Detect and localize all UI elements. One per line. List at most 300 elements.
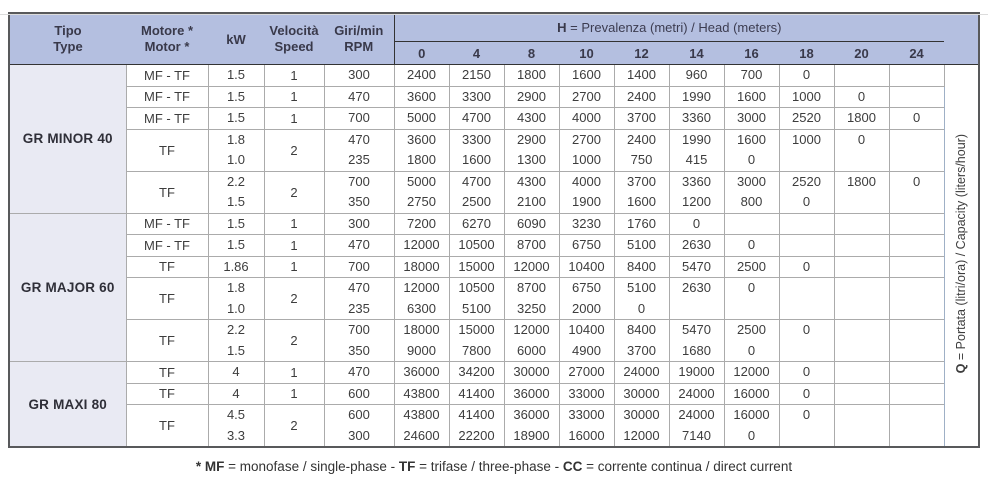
capacity-cell <box>559 129 614 171</box>
cell-line: 10400 <box>568 322 605 337</box>
head-value-14: 14 <box>669 42 724 65</box>
cell-line: 1.5 <box>226 88 246 104</box>
capacity-cell <box>504 213 559 235</box>
cell-line <box>890 214 944 235</box>
cell-line: 1600 <box>737 88 766 104</box>
capacity-cell <box>504 108 559 130</box>
cell-line: 3250 <box>517 300 546 316</box>
speed-cell: 2 <box>264 405 324 448</box>
capacity-cell <box>724 235 779 257</box>
footnote-abbr: CC <box>562 459 583 474</box>
capacity-cell <box>724 383 779 405</box>
capacity-cell <box>779 405 834 448</box>
cell-line: 7200 <box>407 215 436 231</box>
cell-line: 0 <box>692 215 701 231</box>
col-header-rpm-en: RPM <box>344 39 374 54</box>
capacity-cell <box>559 86 614 108</box>
capacity-cell <box>889 320 944 362</box>
cell-line: 1000 <box>572 152 601 167</box>
capacity-cell <box>449 213 504 235</box>
capacity-cell <box>669 129 724 171</box>
capacity-cell <box>504 278 559 320</box>
footnote-text: = monofase / single-phase - <box>224 459 399 474</box>
capacity-cell <box>724 213 779 235</box>
cell-line: 3700 <box>627 110 656 125</box>
cell-line: 1.5 <box>226 215 246 231</box>
cell-line <box>890 384 944 405</box>
cell-line: 470 <box>348 88 370 104</box>
capacity-cell <box>559 405 614 448</box>
cell-line: 8400 <box>627 322 656 337</box>
kw-cell <box>208 278 264 320</box>
capacity-cell <box>394 320 449 362</box>
cell-line: 470 <box>348 280 370 295</box>
table-row <box>9 320 979 362</box>
capacity-cell <box>779 108 834 130</box>
cell-line: 5000 <box>407 173 436 189</box>
cell-line: 2630 <box>682 280 711 295</box>
cell-line: 1.0 <box>226 152 246 167</box>
capacity-cell <box>889 65 944 87</box>
cell-line: 3600 <box>407 131 436 147</box>
cell-line <box>890 192 944 213</box>
capacity-cell <box>559 256 614 278</box>
cell-line: 1800 <box>847 110 876 125</box>
cell-line: 0 <box>747 280 756 295</box>
capacity-cell <box>669 320 724 362</box>
kw-cell <box>208 129 264 171</box>
rpm-cell <box>324 405 394 448</box>
cell-line <box>835 405 889 426</box>
cell-line: 5470 <box>682 258 711 274</box>
table-row <box>9 171 979 213</box>
cell-line: 1900 <box>572 194 601 209</box>
capacity-cell <box>614 278 669 320</box>
head-value-12: 12 <box>614 42 669 65</box>
table-row <box>9 86 979 108</box>
capacity-cell <box>504 86 559 108</box>
cell-line: 600 <box>348 407 370 422</box>
cell-line: 1990 <box>682 88 711 104</box>
cell-line: 5000 <box>407 110 436 125</box>
speed-cell: 1 <box>264 383 324 405</box>
capacity-cell <box>559 213 614 235</box>
rpm-cell <box>324 171 394 213</box>
motor-cell: TF <box>126 362 208 384</box>
capacity-cell <box>779 129 834 171</box>
cell-line <box>890 257 944 278</box>
capacity-cell <box>779 213 834 235</box>
cell-line: 3360 <box>682 173 711 189</box>
capacity-cell <box>394 171 449 213</box>
capacity-cell <box>889 256 944 278</box>
cell-line: 600 <box>348 385 370 401</box>
capacity-cell <box>394 256 449 278</box>
rpm-cell <box>324 256 394 278</box>
capacity-cell <box>669 171 724 213</box>
cell-line <box>835 341 889 362</box>
cell-line: 0 <box>912 173 921 189</box>
cell-line: 36000 <box>403 364 440 379</box>
capacity-cell <box>834 405 889 448</box>
table-body <box>9 65 979 448</box>
table-row <box>9 383 979 405</box>
capacity-cell <box>504 256 559 278</box>
head-title-symbol: H <box>557 20 567 35</box>
kw-cell <box>208 405 264 448</box>
capacity-cell <box>449 235 504 257</box>
cell-line: 2520 <box>792 110 821 125</box>
capacity-cell <box>394 362 449 384</box>
cell-line: 1600 <box>572 67 601 82</box>
capacity-cell <box>394 405 449 448</box>
cell-line: 2700 <box>572 131 601 147</box>
cell-line: 7140 <box>682 427 711 443</box>
cell-line: 0 <box>747 152 756 167</box>
cell-line: 5100 <box>627 280 656 295</box>
capacity-cell <box>724 129 779 171</box>
capacity-cell <box>779 383 834 405</box>
cell-line: 43800 <box>403 407 440 422</box>
cell-line: 1300 <box>517 152 546 167</box>
col-header-type <box>9 13 126 65</box>
cell-line <box>890 235 944 256</box>
cell-line: 0 <box>912 110 921 125</box>
cell-line: 41400 <box>458 385 495 401</box>
kw-cell <box>208 171 264 213</box>
cell-line: 300 <box>348 67 370 82</box>
cell-line: 22200 <box>458 427 495 443</box>
cell-line: 1.86 <box>223 258 249 274</box>
capacity-cell <box>669 278 724 320</box>
cell-line: 18900 <box>513 427 550 443</box>
cell-line: 30000 <box>623 407 660 422</box>
rpm-cell <box>324 129 394 171</box>
capacity-cell <box>834 65 889 87</box>
cell-line: 30000 <box>513 364 550 379</box>
cell-line: 12000 <box>403 280 440 295</box>
table-row <box>9 129 979 171</box>
cell-line: 12000 <box>623 427 660 443</box>
capacity-cell <box>614 320 669 362</box>
capacity-cell <box>834 108 889 130</box>
cell-line: 8400 <box>627 258 656 274</box>
motor-cell: MF - TF <box>126 86 208 108</box>
capacity-cell <box>834 320 889 362</box>
speed-cell: 2 <box>264 171 324 213</box>
cell-line: 2000 <box>572 300 601 316</box>
capacity-cell <box>669 405 724 448</box>
speed-cell: 2 <box>264 320 324 362</box>
capacity-cell <box>834 362 889 384</box>
capacity-cell <box>394 235 449 257</box>
col-header-capacity-spacer <box>944 13 979 65</box>
capacity-cell <box>724 362 779 384</box>
capacity-cell <box>394 213 449 235</box>
head-value-8: 8 <box>504 42 559 65</box>
cell-line: 8700 <box>517 237 546 252</box>
cell-line: 6090 <box>517 215 546 231</box>
cell-line: 1800 <box>847 173 876 189</box>
kw-cell <box>208 383 264 405</box>
cell-line: 3700 <box>627 173 656 189</box>
cell-line: 2100 <box>517 194 546 209</box>
capacity-cell <box>669 65 724 87</box>
cell-line: 1760 <box>627 215 656 231</box>
cell-line: 6000 <box>517 342 546 358</box>
cell-line: 2500 <box>462 194 491 209</box>
cell-line: 2520 <box>792 173 821 189</box>
speed-cell: 1 <box>264 256 324 278</box>
cell-line: 1.5 <box>226 67 246 82</box>
col-header-rpm-it: Giri/min <box>334 23 384 38</box>
capacity-cell <box>889 129 944 171</box>
cell-line <box>835 320 889 341</box>
cell-line: 2700 <box>572 88 601 104</box>
cell-line <box>890 278 944 299</box>
table-row <box>9 362 979 384</box>
cell-line: 1600 <box>737 131 766 147</box>
capacity-cell <box>614 86 669 108</box>
cell-line: 2.2 <box>226 173 246 189</box>
cell-line <box>780 150 834 171</box>
cell-line: 750 <box>630 152 653 167</box>
cell-line: 16000 <box>733 385 770 401</box>
cell-line: 1.5 <box>226 237 246 252</box>
cell-line: 700 <box>348 110 370 125</box>
rpm-cell <box>324 108 394 130</box>
capacity-cell <box>724 171 779 213</box>
table-header <box>9 13 979 65</box>
cell-line: 1.5 <box>226 342 246 358</box>
cell-line: 2500 <box>737 258 766 274</box>
capacity-cell <box>724 108 779 130</box>
capacity-cell <box>559 235 614 257</box>
cell-line: 4000 <box>572 110 601 125</box>
cell-line: 2900 <box>517 131 546 147</box>
capacity-cell <box>889 108 944 130</box>
capacity-cell <box>724 405 779 448</box>
cell-line: 350 <box>348 342 370 358</box>
capacity-caption-cell <box>944 65 979 448</box>
capacity-cell <box>614 108 669 130</box>
capacity-caption-symbol: Q <box>954 363 969 374</box>
cell-line <box>835 362 889 383</box>
cell-line: 4 <box>232 364 240 379</box>
header-row-main <box>9 13 979 42</box>
kw-cell <box>208 86 264 108</box>
kw-cell <box>208 108 264 130</box>
cell-line <box>835 214 889 235</box>
cell-line: 41400 <box>458 407 495 422</box>
cell-line <box>890 130 944 151</box>
kw-cell <box>208 235 264 257</box>
capacity-cell <box>449 256 504 278</box>
head-value-20: 20 <box>834 42 889 65</box>
cell-line: 1800 <box>517 67 546 82</box>
cell-line: 1990 <box>682 131 711 147</box>
cell-line <box>780 214 834 235</box>
capacity-cell <box>394 65 449 87</box>
cell-line: 5470 <box>682 322 711 337</box>
cell-line: 2400 <box>627 131 656 147</box>
capacity-cell <box>449 108 504 130</box>
capacity-cell <box>614 129 669 171</box>
motor-cell: MF - TF <box>126 108 208 130</box>
footnote-text: = trifase / three-phase - <box>415 459 563 474</box>
cell-line: 3230 <box>572 215 601 231</box>
cell-line: 12000 <box>513 322 550 337</box>
cell-line <box>835 65 889 86</box>
cell-line: 0 <box>857 88 866 104</box>
cell-line: 30000 <box>623 385 660 401</box>
cell-line <box>780 278 834 299</box>
capacity-cell <box>834 86 889 108</box>
capacity-cell <box>504 362 559 384</box>
cell-line: 0 <box>802 194 811 209</box>
cell-line: 2.2 <box>226 322 246 337</box>
cell-line <box>780 426 834 447</box>
speed-cell: 2 <box>264 278 324 320</box>
cell-line: 700 <box>348 322 370 337</box>
kw-cell <box>208 65 264 87</box>
capacity-cell <box>449 362 504 384</box>
motor-cell: TF <box>126 171 208 213</box>
capacity-cell <box>449 65 504 87</box>
cell-line: 4 <box>232 385 240 401</box>
head-value-4: 4 <box>449 42 504 65</box>
motor-cell: TF <box>126 256 208 278</box>
cell-line: 12000 <box>403 237 440 252</box>
cell-line: 1600 <box>627 194 656 209</box>
capacity-cell <box>449 278 504 320</box>
cell-line: 0 <box>747 427 756 443</box>
head-value-16: 16 <box>724 42 779 65</box>
motor-cell: TF <box>126 129 208 171</box>
pump-type-cell: GR MAXI 80 <box>9 362 126 448</box>
head-value-10: 10 <box>559 42 614 65</box>
capacity-cell <box>779 278 834 320</box>
col-header-type-it: Tipo <box>54 23 82 38</box>
kw-cell <box>208 256 264 278</box>
capacity-cell <box>559 383 614 405</box>
capacity-cell <box>889 278 944 320</box>
cell-line <box>725 214 779 235</box>
cell-line: 3.3 <box>226 427 246 443</box>
kw-cell <box>208 320 264 362</box>
speed-cell: 1 <box>264 213 324 235</box>
pump-capacity-table <box>8 12 980 448</box>
capacity-cell <box>394 108 449 130</box>
rpm-cell <box>324 65 394 87</box>
kw-cell <box>208 362 264 384</box>
cell-line: 4300 <box>517 110 546 125</box>
capacity-caption-rest: = Portata (litri/ora) / Capacity (liters/hour) <box>954 134 969 364</box>
cell-line: 15000 <box>458 322 495 337</box>
capacity-cell <box>614 235 669 257</box>
cell-line: 34200 <box>458 364 495 379</box>
capacity-cell <box>669 213 724 235</box>
capacity-cell <box>889 86 944 108</box>
capacity-cell <box>614 383 669 405</box>
cell-line: 0 <box>802 67 811 82</box>
capacity-cell <box>394 278 449 320</box>
motor-cell: MF - TF <box>126 213 208 235</box>
cell-line: 2630 <box>682 237 711 252</box>
cell-line: 470 <box>348 131 370 147</box>
col-header-motor-en: Motor * <box>144 39 190 54</box>
col-header-type-en: Type <box>53 39 83 54</box>
capacity-cell <box>779 362 834 384</box>
cell-line <box>890 299 944 320</box>
cell-line: 1600 <box>462 152 491 167</box>
pump-type-cell: GR MINOR 40 <box>9 65 126 214</box>
rpm-cell <box>324 362 394 384</box>
rpm-cell <box>324 320 394 362</box>
table-row <box>9 108 979 130</box>
cell-line: 5100 <box>462 300 491 316</box>
cell-line: 36000 <box>513 407 550 422</box>
capacity-cell <box>779 235 834 257</box>
capacity-cell <box>834 278 889 320</box>
capacity-cell <box>834 383 889 405</box>
cell-line: 300 <box>348 215 370 231</box>
cell-line: 4300 <box>517 173 546 189</box>
capacity-cell <box>889 362 944 384</box>
capacity-cell <box>614 256 669 278</box>
capacity-cell <box>504 129 559 171</box>
capacity-cell <box>669 383 724 405</box>
capacity-cell <box>889 405 944 448</box>
cell-line: 4.5 <box>226 407 246 422</box>
speed-cell: 1 <box>264 86 324 108</box>
capacity-cell <box>614 362 669 384</box>
table-row <box>9 65 979 87</box>
cell-line: 3000 <box>737 173 766 189</box>
cell-line: 9000 <box>407 342 436 358</box>
cell-line <box>670 299 724 320</box>
capacity-cell <box>669 86 724 108</box>
cell-line: 27000 <box>568 364 605 379</box>
rpm-cell <box>324 383 394 405</box>
cell-line: 18000 <box>403 258 440 274</box>
cell-line: 1.8 <box>226 280 246 295</box>
rpm-cell <box>324 86 394 108</box>
col-header-speed-en: Speed <box>274 39 314 54</box>
cell-line: 800 <box>740 194 763 209</box>
cell-line: 12000 <box>513 258 550 274</box>
cell-line: 1400 <box>627 67 656 82</box>
footnote-abbr: * MF <box>195 459 225 474</box>
cell-line: 0 <box>802 385 811 401</box>
cell-line: 3000 <box>737 110 766 125</box>
cell-line: 0 <box>747 237 756 252</box>
motor-cell: TF <box>126 383 208 405</box>
capacity-cell <box>504 65 559 87</box>
motor-cell: MF - TF <box>126 65 208 87</box>
capacity-cell <box>504 171 559 213</box>
cell-line: 470 <box>348 364 370 379</box>
cell-line: 16000 <box>568 427 605 443</box>
cell-line <box>835 192 889 213</box>
capacity-cell <box>449 171 504 213</box>
table-row <box>9 405 979 448</box>
cell-line <box>890 362 944 383</box>
capacity-cell <box>779 320 834 362</box>
motor-cell: TF <box>126 278 208 320</box>
capacity-cell <box>559 320 614 362</box>
cell-line: 24600 <box>403 427 440 443</box>
